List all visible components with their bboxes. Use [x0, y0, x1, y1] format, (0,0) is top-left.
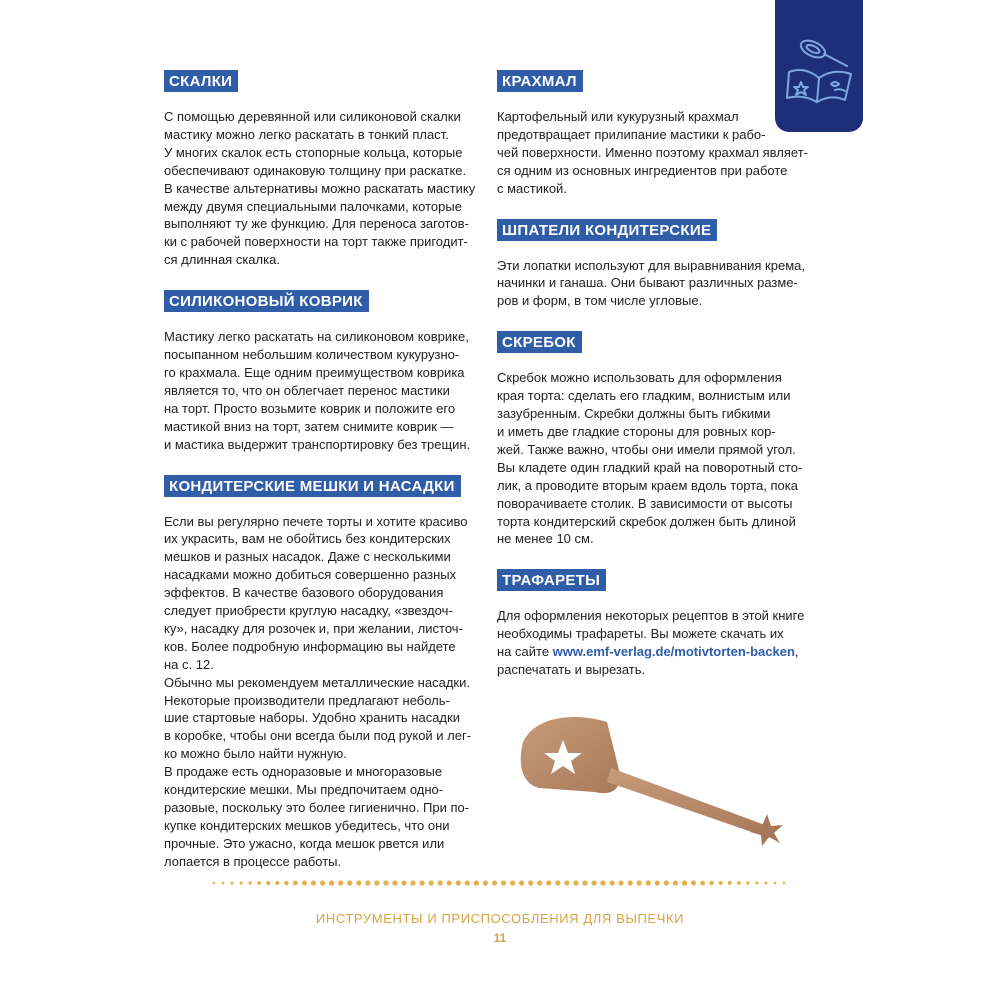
section-scraper: [497, 331, 817, 548]
divider-dot: [240, 881, 243, 884]
divider-dot: [700, 881, 705, 886]
section-rolling-pins: [164, 70, 484, 269]
section-heading: СКРЕБОК: [497, 331, 582, 353]
divider-dot: [510, 880, 515, 885]
star-cookie-spatula: [515, 710, 795, 860]
divider-dot: [737, 881, 741, 885]
divider-dot: [564, 880, 569, 885]
section-spatulas: [497, 219, 817, 311]
divider-dot: [456, 880, 461, 885]
divider-dot: [311, 880, 316, 885]
divider-dot: [492, 880, 497, 885]
divider-dot: [465, 880, 470, 885]
section-text: Если вы регулярно печете торты и хотите красиво их украсить, вам не обойтись без кондитерских мешков и разных насадок. Даже с несколькими насадками можно добиться совершенно разных эффектов. В качестве базового оборудования следует приобрести круглую насадку, «звездоч- ку», насадку для розочек и, при желании, листоч- ков. Более подробную информацию вы найдете на с. 12. Обычно мы рекомендуем металлические насадки. Некоторые производители предлагают неболь- шие стартовые наборы. Удобно хранить насадки в коробке, чтобы они всегда были под рукой и лег- ко можно было найти нужную. В продаже есть одноразовые и многоразовые кондитерские мешки. Мы предпочитаем одно- разовые, поскольку это более гигиенично. При по- купке кондитерских мешков убедитесь, что они прочные. Это ужасно, когда мешок рвется или лопается в процессе работы.: [164, 513, 472, 869]
divider-dot: [673, 880, 678, 885]
divider-dot: [392, 880, 397, 885]
divider-dot: [637, 880, 642, 885]
divider-dot: [755, 881, 758, 884]
stencils-download-link[interactable]: www.emf-verlag.de/motivtorten-backen: [552, 644, 795, 660]
decorative-dotted-divider: [210, 877, 788, 889]
divider-dot: [438, 880, 443, 885]
stencils-text-after: , распечатать и вырезать.: [497, 644, 799, 678]
divider-dot: [664, 880, 669, 885]
section-silicone-mat: [164, 290, 484, 453]
divider-dot: [719, 881, 723, 885]
section-text: Скребок можно использовать для оформления края торта: сделать его гладким, волнистым или зазубренным. Скребки должны быть гибкими и иметь две гладкие стороны для ровных кор- жей. Также важно, чтобы они имели прямой угол. Вы кладете один гладкий край на поворотный сто- лик, а проводите вторым краем вдоль торта, пока поворачиваете столик. В зависимости от высоты торта кондитерский скребок должен быть длиной не менее 10 см.: [497, 370, 803, 547]
section-heading: КОНДИТЕРСКИЕ МЕШКИ И НАСАДКИ: [164, 475, 461, 497]
divider-dot: [483, 880, 488, 885]
stencils-text-before: Для оформления некоторых рецептов в этой книге необходимы трафареты. Вы можете скачать их на сайте: [497, 608, 805, 660]
section-heading: ШПАТЕЛИ КОНДИТЕРСКИЕ: [497, 219, 717, 241]
divider-dot: [347, 880, 352, 885]
divider-dot: [365, 880, 370, 885]
divider-dot: [728, 881, 732, 885]
divider-dot: [429, 880, 434, 885]
divider-dot: [374, 880, 379, 885]
divider-dot: [266, 881, 270, 885]
divider-dot: [691, 880, 696, 885]
divider-dot: [646, 880, 651, 885]
divider-dot: [582, 880, 587, 885]
divider-dot: [338, 880, 343, 885]
right-column: [497, 70, 817, 700]
divider-dot: [610, 880, 615, 885]
divider-dot: [619, 880, 624, 885]
divider-dot: [519, 880, 524, 885]
section-text: Эти лопатки используют для выравнивания крема, начинки и ганаша. Они бывают различных разме- ров и форм, в том числе угловые.: [497, 257, 805, 309]
divider-dot: [474, 880, 479, 885]
divider-dot: [420, 880, 425, 885]
divider-dot: [383, 880, 388, 885]
divider-dot: [302, 880, 307, 885]
divider-dot: [213, 882, 215, 884]
section-text: С помощью деревянной или силиконовой скалки мастику можно легко раскатать в тонкий пласт. У многих скалок есть стопорные кольца, которые обеспечивают одинаковую толщину при раскатке. В качестве альтернативы можно раскатать мастику между двумя специальными палочками, которые выполняют ту же функцию. Для переноса заготов- ки с рабочей поверхности на торт также пригодит- ся длинная скалка.: [164, 109, 476, 268]
section-heading: ТРАФАРЕТЫ: [497, 569, 606, 591]
divider-dot: [774, 882, 777, 885]
divider-dot: [682, 880, 687, 885]
divider-dot: [628, 880, 633, 885]
divider-dot: [222, 882, 225, 885]
section-starch: [497, 70, 817, 198]
divider-dot: [410, 880, 415, 885]
divider-dot: [783, 882, 785, 884]
divider-dot: [528, 880, 533, 885]
divider-dot: [709, 881, 714, 886]
divider-dot: [746, 881, 749, 884]
divider-dot: [573, 880, 578, 885]
section-heading: КРАХМАЛ: [497, 70, 583, 92]
section-heading: СИЛИКОНОВЫЙ КОВРИК: [164, 290, 369, 312]
divider-dot: [537, 880, 542, 885]
running-footer-title: ИНСТРУМЕНТЫ И ПРИСПОСОБЛЕНИЯ ДЛЯ ВЫПЕЧКИ: [315, 911, 685, 926]
divider-dot: [546, 880, 551, 885]
divider-dot: [555, 880, 560, 885]
divider-dot: [248, 881, 251, 884]
left-column: [164, 70, 484, 892]
section-text: [497, 607, 817, 679]
divider-dot: [329, 880, 334, 885]
divider-dot: [600, 880, 605, 885]
divider-dot: [655, 880, 660, 885]
section-stencils: [497, 569, 817, 679]
divider-dot: [231, 882, 234, 885]
divider-dot: [764, 882, 767, 885]
section-piping-bags: [164, 475, 484, 871]
divider-dot: [356, 880, 361, 885]
page-number: 11: [493, 931, 507, 945]
section-text: Мастику легко раскатать на силиконовом коврике, посыпанном небольшим количеством кукурузно- го крахмала. Еще одним преимуществом коврика является то, что он облегчает перенос мастики на торт. Просто возьмите коврик и положите его мастикой вниз на торт, затем снимите коврик — и мастика выдержит транспортировку без трещин.: [164, 329, 471, 452]
divider-dot: [284, 881, 289, 886]
divider-dot: [257, 881, 261, 885]
divider-dot: [401, 880, 406, 885]
divider-dot: [447, 880, 452, 885]
section-text: Картофельный или кукурузный крахмал предотвращает прилипание мастики к рабо- чей поверхности. Именно поэтому крахмал являет- ся одним из основных ингредиентов при работе с мастикой.: [497, 109, 808, 196]
divider-dot: [591, 880, 596, 885]
divider-dot: [293, 881, 298, 886]
section-heading: СКАЛКИ: [164, 70, 238, 92]
divider-dot: [501, 880, 506, 885]
divider-dot: [275, 881, 279, 885]
divider-dot: [320, 880, 325, 885]
